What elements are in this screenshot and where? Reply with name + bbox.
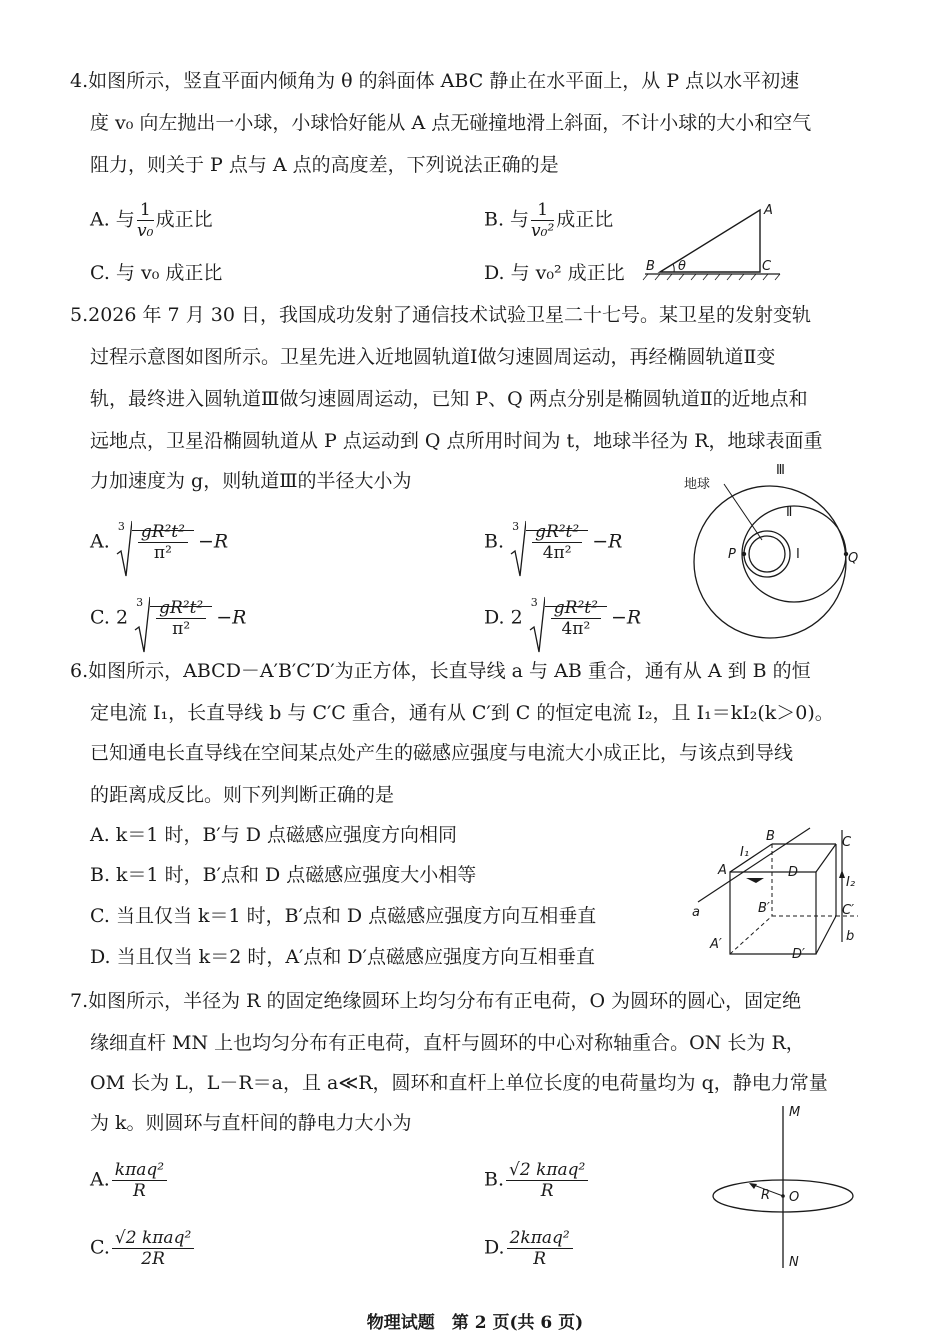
ground-hatch — [643, 274, 780, 280]
label-a: A — [764, 203, 773, 218]
label-b: B — [766, 829, 775, 844]
label-c1: C′ — [842, 903, 855, 918]
label-earth: 地球 — [684, 477, 711, 492]
center-o-dot — [781, 1194, 785, 1198]
q5-option-b-label: B. — [484, 530, 505, 553]
label-n: N — [789, 1255, 799, 1270]
q4-option-b-suffix: 成正比 — [556, 208, 614, 231]
q7-stem-line-1: 7.如图所示，半径为 R 的固定绝缘圆环上均匀分布有正电荷，O 为圆环的圆心，固定绝 — [70, 990, 802, 1012]
q7-stem-line-3: OM 长为 L，L－R＝a，且 a≪R，圆环和直杆上单位长度的电荷量均为 q，静电力常量 — [90, 1072, 828, 1094]
label-wire-b: b — [846, 929, 855, 944]
q4-stem-line-2: 度 v₀ 向左抛出一小球，小球恰好能从 A 点无碰撞地滑上斜面，不计小球的大小和空气 — [90, 112, 812, 134]
q5-option-d[interactable] — [484, 598, 641, 639]
label-i2: I₂ — [846, 875, 856, 890]
q6-option-b[interactable]: B. k＝1 时，B′点和 D 点磁感应强度大小相等 — [90, 864, 477, 886]
q6-stem-line-4: 的距离成反比。则下列判断正确的是 — [90, 784, 395, 806]
q6-stem-line-1: 6.如图所示，ABCD－A′B′C′D′为正方体，长直导线 a 与 AB 重合，通有从 A 到 B 的恒 — [70, 660, 811, 682]
label-p: P — [728, 547, 736, 562]
q5-option-a-radical: 3 $\frac{\text{gR²t²}}{\text{π²}}$ — [116, 522, 194, 563]
q6-stem-line-3: 已知通电长直导线在空间某点处产生的磁感应强度与电流大小成正比，与该点到导线 — [90, 742, 794, 764]
q4-option-a[interactable] — [90, 200, 213, 241]
q6-option-d[interactable]: D. 当且仅当 k＝2 时，A′点和 D′点磁感应强度方向互相垂直 — [90, 946, 595, 968]
orbit-iii — [694, 486, 846, 638]
label-orbit-iii: Ⅲ — [776, 463, 785, 478]
label-d: D — [788, 865, 799, 880]
q7-option-c-label: C. — [90, 1236, 110, 1259]
q7-option-d-label: D. — [484, 1236, 505, 1259]
q5-option-a-label: A. — [90, 530, 110, 553]
q5-orbit-figure — [672, 462, 872, 652]
q6-option-c[interactable]: C. 当且仅当 k＝1 时，B′点和 D 点磁感应强度方向互相垂直 — [90, 905, 597, 927]
label-orbit-ii: Ⅱ — [786, 505, 793, 520]
i2-arrow — [839, 870, 845, 878]
q5-option-c-label: C. 2 — [90, 606, 129, 629]
label-b: B — [646, 259, 655, 274]
q7-option-c-fraction: $\frac{\text{√2 kπaq²}}{2R}$ — [112, 1228, 194, 1269]
label-a: A — [718, 863, 727, 878]
i1-arrow — [746, 878, 764, 883]
q7-option-b-fraction: $\frac{\text{√2 kπaq²}}{R}$ — [506, 1160, 588, 1201]
q4-option-b-fraction: $\frac{1}{\text{v₀²}}$ — [531, 200, 555, 241]
theta-arc — [673, 264, 674, 272]
orbit-ii — [742, 506, 846, 602]
q7-option-d[interactable] — [484, 1228, 575, 1269]
q4-option-a-prefix: A. 与 — [90, 208, 135, 231]
q7-option-b[interactable] — [484, 1160, 590, 1201]
q4-stem-line-3: 阻力，则关于 P 点与 A 点的高度差，下列说法正确的是 — [90, 154, 559, 176]
edge-d1c1 — [816, 916, 836, 954]
q5-stem-line-5: 力加速度为 g，则轨道Ⅲ的半径大小为 — [90, 470, 412, 492]
q7-stem-line-4: 为 k。则圆环与直杆间的静电力大小为 — [90, 1112, 412, 1134]
q4-option-d[interactable]: D. 与 v₀² 成正比 — [484, 262, 625, 284]
q5-option-a-minus-r: −R — [197, 530, 229, 553]
q7-option-a-label: A. — [90, 1168, 110, 1191]
q5-option-d-radical: 3 $\frac{\text{gR²t²}}{\text{4π²}}$ — [529, 598, 607, 639]
label-c: C — [842, 835, 852, 850]
q6-stem-line-2: 定电流 I₁，长直导线 b 与 C′C 重合，通有从 C′到 C 的恒定电流 I₂，且 I₁＝kI₂(k＞0)。 — [90, 702, 834, 724]
q5-stem-line-3: 轨，最终进入圆轨道Ⅲ做匀速圆周运动，已知 P、Q 两点分别是椭圆轨道Ⅱ的近地点和 — [90, 388, 808, 410]
q5-option-d-label: D. 2 — [484, 606, 523, 629]
page-footer: 物理试题 第 2 页(共 6 页) — [366, 1313, 584, 1333]
q5-option-c-minus-r: −R — [216, 606, 247, 629]
q7-option-c[interactable] — [90, 1228, 196, 1269]
label-b1: B′ — [758, 901, 770, 916]
earth-circle — [749, 536, 785, 572]
q7-ring-rod-figure — [705, 1098, 865, 1272]
q5-option-b-radical: 3 $\frac{\text{gR²t²}}{\text{4π²}}$ — [510, 522, 588, 563]
edge-ab — [730, 844, 772, 872]
orbit-i — [744, 531, 790, 577]
q5-stem-line-1: 5.2026 年 7 月 30 日，我国成功发射了通信技术试验卫星二十七号。某卫星的发射变轨 — [70, 304, 811, 326]
label-i1: I₁ — [740, 845, 750, 860]
q7-option-a-fraction: $\frac{\text{kπaq²}}{R}$ — [112, 1160, 167, 1201]
point-p-dot — [742, 552, 746, 556]
q5-option-c[interactable] — [90, 598, 246, 639]
label-o: O — [789, 1190, 800, 1205]
earth-pointer — [724, 484, 762, 540]
q5-option-d-minus-r: −R — [610, 606, 642, 629]
q4-incline-figure — [640, 200, 790, 285]
label-m: M — [789, 1105, 801, 1120]
edge-dc — [816, 844, 836, 872]
q5-stem-line-4: 远地点，卫星沿椭圆轨道从 P 点运动到 Q 点所用时间为 t，地球半径为 R，地球表面重 — [90, 430, 823, 452]
q4-stem-line-1: 4.如图所示，竖直平面内倾角为 θ 的斜面体 ABC 静止在水平面上，从 P 点以水平初速 — [70, 70, 800, 92]
label-r: R — [761, 1188, 771, 1203]
label-wire-a: a — [692, 905, 700, 920]
q5-option-b-minus-r: −R — [592, 530, 623, 553]
q6-cube-figure — [690, 820, 870, 970]
q4-option-b[interactable] — [484, 200, 613, 241]
q5-option-c-radical: 3 $\frac{\text{gR²t²}}{\text{π²}}$ — [134, 598, 212, 639]
q7-option-b-label: B. — [484, 1168, 505, 1191]
q7-option-a[interactable] — [90, 1160, 169, 1201]
edge-a1b1-hidden — [730, 916, 772, 954]
q5-stem-line-2: 过程示意图如图所示。卫星先进入近地圆轨道Ⅰ做匀速圆周运动，再经椭圆轨道Ⅱ变 — [90, 346, 776, 368]
q5-option-b[interactable] — [484, 522, 622, 563]
label-c: C — [762, 259, 772, 274]
radius-arrow — [749, 1183, 757, 1189]
incline-triangle — [660, 210, 760, 272]
q4-option-c[interactable]: C. 与 v₀ 成正比 — [90, 262, 223, 284]
q7-option-d-fraction: $\frac{\text{2kπaq²}}{R}$ — [507, 1228, 573, 1269]
label-d1: D′ — [792, 947, 805, 962]
label-a1: A′ — [710, 937, 722, 952]
q4-option-a-fraction: $\frac{1}{\text{v₀}}$ — [137, 200, 154, 241]
label-q: Q — [848, 551, 859, 566]
label-orbit-i: Ⅰ — [796, 547, 800, 562]
q4-option-b-prefix: B. 与 — [484, 208, 530, 231]
q5-option-a[interactable] — [90, 522, 228, 563]
q7-stem-line-2: 缘细直杆 MN 上也均匀分布有正电荷，直杆与圆环的中心对称轴重合。ON 长为 R， — [90, 1032, 805, 1054]
q4-option-a-suffix: 成正比 — [155, 208, 213, 231]
label-theta: θ — [678, 259, 686, 274]
q6-option-a[interactable]: A. k＝1 时，B′与 D 点磁感应强度方向相同 — [90, 824, 458, 846]
